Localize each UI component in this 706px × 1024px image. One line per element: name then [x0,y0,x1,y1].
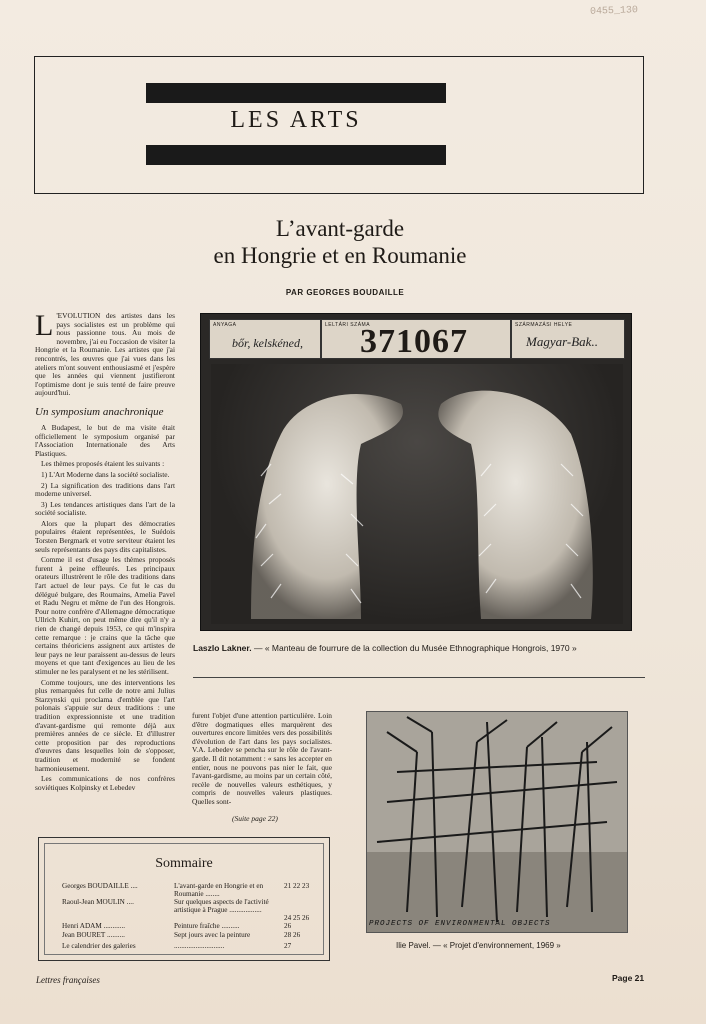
article-paragraph: Alors que la plupart des démocraties populaires étaient représentées, le Suédois Torsten Bergmark et votre serviteur étaient les seuls représentants des pays dits capitalistes. [35,518,175,554]
toc-inner-border [44,843,324,955]
label-handwriting: bőr, kelskéned, [232,336,303,350]
photo1-caption-author: Laszlo Lakner. [193,643,252,653]
article-left-column [35,312,175,832]
fur-coat-drawing [211,364,623,624]
photo1-caption-text: — « Manteau de fourrure de la collection du Musée Ethnographique Hongrois, 1970 » [251,643,577,653]
toc-pages: 28 26 [284,931,301,939]
toc-author: Henri ADAM ............ [62,922,126,930]
article-paragraph: Les thèmes proposés étaient les suivants : [41,459,165,469]
article-continuation: furent l'objet d'une attention particulière. Loin d'être dogmatiques elles marquèrent des ouvertures encore limitées vers des possibilités d'évolution de l'art dans les pays socialistes. V.A. Lebedev se pencha sur le rôle de l'avant-garde. Il dit notamment : « sans les accepter en entier, nous ne pouvons pas nier le fait, que l'avant-gardisme, au moins par un certain côté, recèle de nouvelles valeurs esthétiques, y compris de nouvelles valeurs plastiques. Quelles sont- [192,712,332,806]
label-cell-number [321,319,511,359]
article-byline: PAR GEORGES BOUDAILLE [285,288,405,297]
toc-pages: 26 [284,922,292,930]
label-caption: SZÁRMAZÁSI HELYE [515,322,573,328]
article-intro [35,312,175,398]
label-handwriting: Magyar-Bak.. [526,334,598,349]
toc-pages: 27 [284,942,292,950]
article-paragraph: Comme toujours, une des interventions les plus remarquées fut celle de notre ami Julius Starzynski qui proclama d'emblée que l'art polonais s'appuie sur deux traditions : une tradition expressionniste et une tradition d'avant-gardisme qui remonte déjà aux premières années de ce siècle. Et d'illustrer cette proposition par des reproductions d'œuvres dans lesquelles loin de s'opposer, tradition et modernité se fondent harmonieusement. [35,677,175,773]
photo1-caption [193,643,653,653]
article-paragraph: 2) La signification des traditions dans l'art moderne universel. [35,480,175,499]
environment-project-photo [366,711,628,933]
article-subhead: Un symposium anachronique [35,405,164,418]
photo2-caption: Ilie Pavel. — « Projet d'environnement, 1969 » [396,941,561,950]
fur-coat-image [211,364,623,624]
photo2-overlay-text: PROJECTS OF ENVIRONMENTAL OBJECTS [369,920,551,928]
article-title-line2: en Hongrie et en Roumanie [213,243,467,268]
environment-drawing [367,712,628,933]
article-mid-column [192,712,332,812]
toc-pages: 24 25 26 [284,914,310,922]
toc-entry-title: Sept jours avec la peinture [174,931,251,939]
horizontal-rule [193,677,645,678]
header-bar-bottom [146,145,446,165]
toc-entry-title: ............................ [174,942,225,950]
intro-text: 'EVOLUTION des artistes dans les pays socialistes est un problème qui nous passionne tous. Au mois de novembre, j'ai eu l'occasion de visiter la Hongrie et la Roumanie. Les artistes que j'ai rencontrés, les œuvres que j'ai vues dans les ateliers m'ont souvent enthousiasmé et j'espère que les années qui viennent justifieront l'optimisme dont je suis tenté de faire preuve aujourd'hui. [35,312,175,398]
toc-author: Le calendrier des galeries [62,942,136,950]
museum-label [209,319,625,359]
article-paragraph: Les communications de nos confrères soviétiques Kolpinsky et Lebedev [35,774,175,792]
toc-entry-title: L'avant-garde en Hongrie et en Roumanie ........ [174,882,264,898]
article-title-line1: L’avant-garde [275,216,405,241]
article-paragraph: A Budapest, le but de ma visite était officiellement le symposium organisé par l'Association Internationale des Arts Plastiques. [35,422,175,458]
article-paragraph: 1) L'Art Moderne dans la société socialiste. [41,469,170,479]
fur-coat-photo [200,313,632,631]
page-number: Page 21 [612,973,645,983]
section-title: LES ARTS [230,107,362,133]
toc-author: Jean BOURET .......... [62,931,125,939]
article-paragraph: Comme il est d'usage les thèmes proposés furent à peine effleurés. Les principaux orateurs illustrèrent le rôle des traditions dans l'art actuel de leur pays. Ce fut le cas du délégué bulgare, des Roumains, Amelia Pavel et Radu Negru et même de l'un des Hongrois. Pour notre confrère d'Allemagne démocratique Ullrich Kuhirt, on peut même dire qu'il n'y a rien de changé depuis 1953, ce qui m'inspira cette remarque : je crains que la tâche que certains théoriciens assignent aux artistes de leur pays ne leur paraissent au-dessus de leurs moyens et que tant d'exigences au lieu de les stimuler ne les paralysent et ne les stérilisent. [35,555,175,676]
toc-author: Georges BOUDAILLE .... [62,882,138,890]
archive-note: 0455_130 [589,5,639,18]
inventory-number: 371067 [360,323,468,360]
continued-note: (Suite page 22) [232,814,278,823]
label-caption: ANYAGA [213,322,237,328]
toc-pages: 21 22 23 [284,882,310,890]
toc-author: Raoul-Jean MOULIN .... [62,898,134,906]
article-paragraph: 3) Les tendances artistiques dans l'art de la société socialiste. [35,499,175,518]
toc-title: Sommaire [155,856,213,871]
table-of-contents [38,837,330,961]
label-cell-material [209,319,321,359]
article-title [150,215,530,269]
label-cell-origin [511,319,625,359]
publication-name: Lettres françaises [36,975,100,985]
toc-entry-title: Sur quelques aspects de l'activité artistique à Prague .................. [174,898,269,914]
header-bar-top [146,83,446,103]
dropcap: L [35,312,54,342]
label-caption: LELTÁRI SZÁMA [325,322,371,328]
section-header [34,56,644,194]
toc-entry-title: Peinture fraîche .......... [174,922,240,930]
